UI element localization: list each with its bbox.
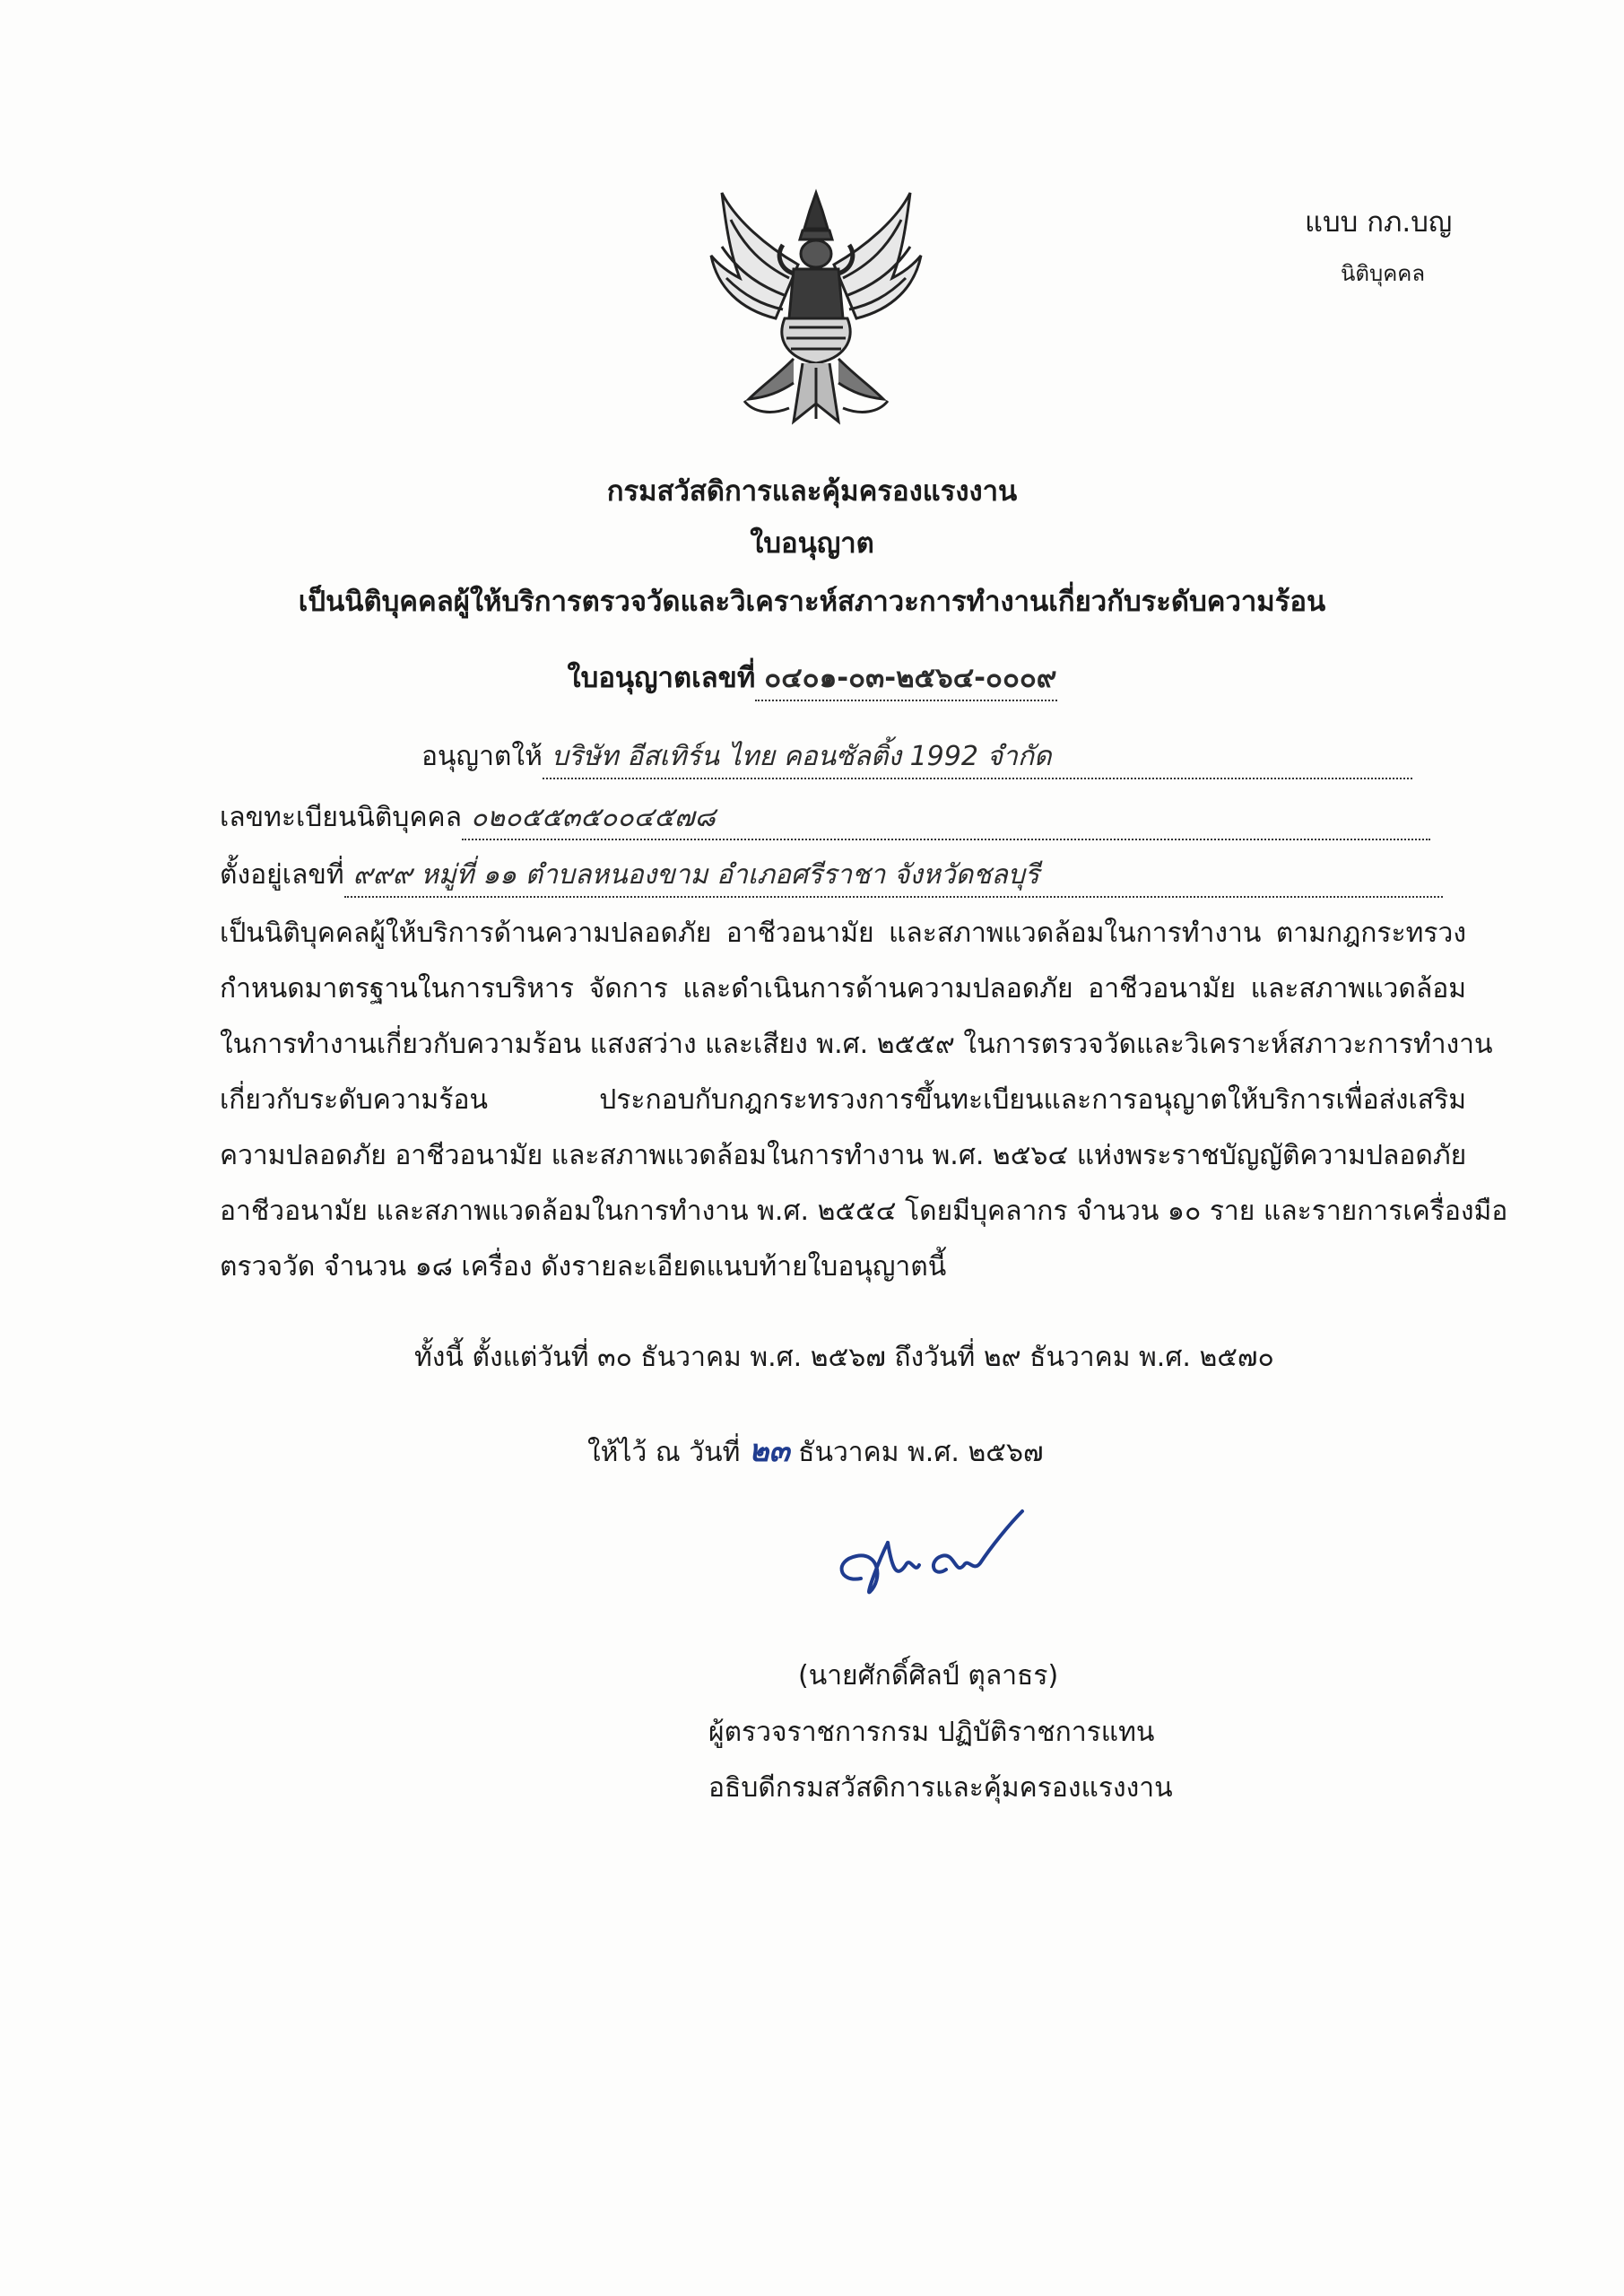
issued-suffix: ธันวาคม พ.ศ. ๒๕๖๗ — [798, 1437, 1044, 1468]
license-number-label: ใบอนุญาตเลขที่ — [567, 662, 756, 694]
license-number: ๐๔๐๑-๐๓-๒๕๖๔-๐๐๐๙ — [755, 655, 1056, 701]
grantee-label: อนุญาตให้ — [421, 741, 543, 772]
body-line: ในการทำงานเกี่ยวกับความร้อน แสงสว่าง และเสียง พ.ศ. ๒๕๕๙ ในการตรวจวัดและวิเคราะห์สภาวะการทำงาน — [220, 1029, 1493, 1060]
body-line: ตรวจวัด จำนวน ๑๘ เครื่อง ดังรายละเอียดแนบท้ายใบอนุญาตนี้ — [220, 1251, 947, 1283]
signatory-name: (นายศักดิ์ศิลป์ ตุลาธร) — [798, 1660, 1059, 1692]
registration-line — [220, 796, 1430, 840]
license-body — [220, 910, 1508, 1300]
document-type: ใบอนุญาต — [750, 527, 874, 560]
registration-number: ๐๒๐๕๕๓๕๐๐๔๕๗๘ — [462, 796, 1430, 840]
body-line: เกี่ยวกับระดับความร้อน ประกอบกับกฎกระทรวงการขึ้นทะเบียนและการอนุญาตให้บริการเพื่อส่งเสริม — [220, 1084, 1466, 1116]
registration-label: เลขทะเบียนนิติบุคคล — [220, 802, 462, 833]
license-number-line — [0, 655, 1624, 701]
signatory-position: ผู้ตรวจราชการกรม ปฏิบัติราชการแทน — [708, 1717, 1155, 1748]
issued-prefix: ให้ไว้ ณ วันที่ — [587, 1437, 741, 1468]
agency-title: กรมสวัสดิการและคุ้มครองแรงงาน — [606, 475, 1018, 508]
signatory-authority: อธิบดีกรมสวัสดิการและคุ้มครองแรงงาน — [708, 1772, 1173, 1804]
body-line: เป็นนิติบุคคลผู้ให้บริการด้านความปลอดภัย อาชีวอนามัย และสภาพแวดล้อมในการทำงาน ตามกฎกระทรวง — [220, 918, 1466, 949]
address-value: ๙๙๙ หมู่ที่ ๑๑ ตำบลหนองขาม อำเภอศรีราชา จังหวัดชลบุรี — [344, 854, 1443, 898]
body-line: กำหนดมาตรฐานในการบริหาร จัดการ และดำเนินการด้านความปลอดภัย อาชีวอนามัย และสภาพแวดล้อม — [220, 973, 1466, 1004]
form-code: แบบ กภ.บญ — [1305, 206, 1453, 239]
body-line: อาชีวอนามัย และสภาพแวดล้อมในการทำงาน พ.ศ. ๒๕๕๔ โดยมีบุคลากร จำนวน ๑๐ ราย และรายการเครื่องมือ — [220, 1196, 1508, 1227]
issued-day-handwritten: ๒๓ — [748, 1433, 790, 1469]
form-subtype: นิติบุคคล — [1341, 261, 1426, 286]
license-subject: เป็นนิติบุคคลผู้ให้บริการตรวจวัดและวิเคราะห์สภาวะการทำงานเกี่ยวกับระดับความร้อน — [298, 586, 1326, 618]
issued-date-line — [587, 1426, 1044, 1474]
validity-period: ทั้งนี้ ตั้งแต่วันที่ ๓๐ ธันวาคม พ.ศ. ๒๕๖๗ ถึงวันที่ ๒๙ ธันวาคม พ.ศ. ๒๕๗๐ — [414, 1342, 1274, 1373]
grantee-name: บริษัท อีสเทิร์น ไทย คอนซัลติ้ง 1992 จำกัด — [543, 735, 1412, 779]
signature-mark — [829, 1493, 1054, 1610]
grantee-line — [421, 735, 1412, 779]
garuda-emblem-icon — [704, 184, 928, 430]
body-line: ความปลอดภัย อาชีวอนามัย และสภาพแวดล้อมในการทำงาน พ.ศ. ๒๕๖๔ แห่งพระราชบัญญัติความปลอดภัย — [220, 1140, 1467, 1171]
address-line — [220, 854, 1443, 898]
address-label: ตั้งอยู่เลขที่ — [220, 859, 344, 891]
